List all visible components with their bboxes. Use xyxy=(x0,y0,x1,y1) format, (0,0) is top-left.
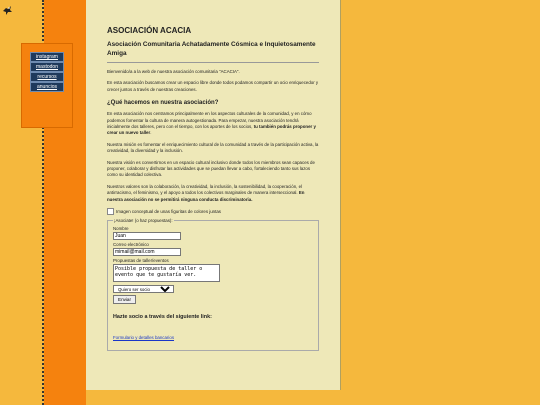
page-subtitle: Asociación Comunitaria Achatadamente Cósmica e Inquietosamente Amiga xyxy=(107,41,316,57)
about-heading: ¿Qué hacemos en nuestra asociación? xyxy=(107,100,219,107)
about-paragraph-2: Nuestra misión es fomentar el enriquecimiento cultural de la comunidad a través de la participación activa, la creatividad, la diversidad y la inclusión. xyxy=(107,141,319,154)
about-paragraph-1: En esta asociación nos centramos principalmente en los aspectos culturales de la comunidad, y en cómo podemos fomentar la cultura de manera autogestionada. Para empezar, nuestra asociación tendrá inicialmente dos talleres, pero con el tiempo, con los aportes de los socios, tu también podrás proponer y crear un nuevo taller. xyxy=(107,111,316,136)
nav-item-instagram[interactable]: instagram xyxy=(30,52,64,62)
proposal-textarea[interactable] xyxy=(113,264,220,282)
nav-item-mastodon[interactable]: mastodon xyxy=(30,62,64,72)
name-field[interactable] xyxy=(113,232,181,240)
nav-item-anuncios[interactable]: anuncios xyxy=(30,82,64,92)
email-label: Correo electrónico xyxy=(113,242,149,248)
title-divider xyxy=(107,62,319,63)
membership-select[interactable] xyxy=(113,285,174,293)
concept-image xyxy=(107,208,319,215)
broken-image-icon xyxy=(107,208,114,215)
intro-paragraph-2: En esta asociación buscamos crear un espacio libre donde todos podamos compartir un ocio enriquecedor y crecer juntos a través de nuestras creaciones. xyxy=(107,80,319,92)
intro-paragraph-1: Bienvenido/a a la web de nuestra asociación comunitaria "ACACIA". xyxy=(107,69,240,74)
main-content xyxy=(86,0,341,390)
about-paragraph-3: Nuestra visión es convertirnos en un espacio cultural inclusivo donde todos los miembros sean capaces de proponer, colaborar y disfrutar las actividades que se puedan llevar a cabo, fortaleciendo tanto sus lazos como su identidad colectiva. xyxy=(107,159,315,178)
email-field[interactable] xyxy=(113,248,181,256)
image-alt-text: Imagen conceptual de unas figuritas de colores juntas xyxy=(116,209,221,215)
bank-details-link[interactable]: Formulario y detalles bancarios xyxy=(113,335,175,341)
name-label: Nombre xyxy=(113,226,129,232)
nav-item-recursos[interactable]: recursos xyxy=(30,72,64,82)
proposal-label: Propuestas de taller/eventos xyxy=(113,258,169,264)
membership-heading: Hazte socio a través del siguiente link: xyxy=(113,314,212,321)
about-paragraph-4: Nuestros valores son la colaboración, la creatividad, la inclusión, la sostenibilidad, la cooperación, el antirracismo, el feminismo, y el apoyo a todos los colectivos marginales de manera interseccional. En nuestra asociación no se permitirá ninguna conducta discriminatoria. xyxy=(107,183,305,202)
bird-icon xyxy=(2,3,13,14)
page-title: ASOCIACIÓN ACACIA xyxy=(107,26,192,35)
form-legend: ¡Asociate! (o haz propuestas): xyxy=(114,218,173,224)
submit-button[interactable]: Enviar xyxy=(113,295,136,304)
membership-form xyxy=(107,218,319,351)
